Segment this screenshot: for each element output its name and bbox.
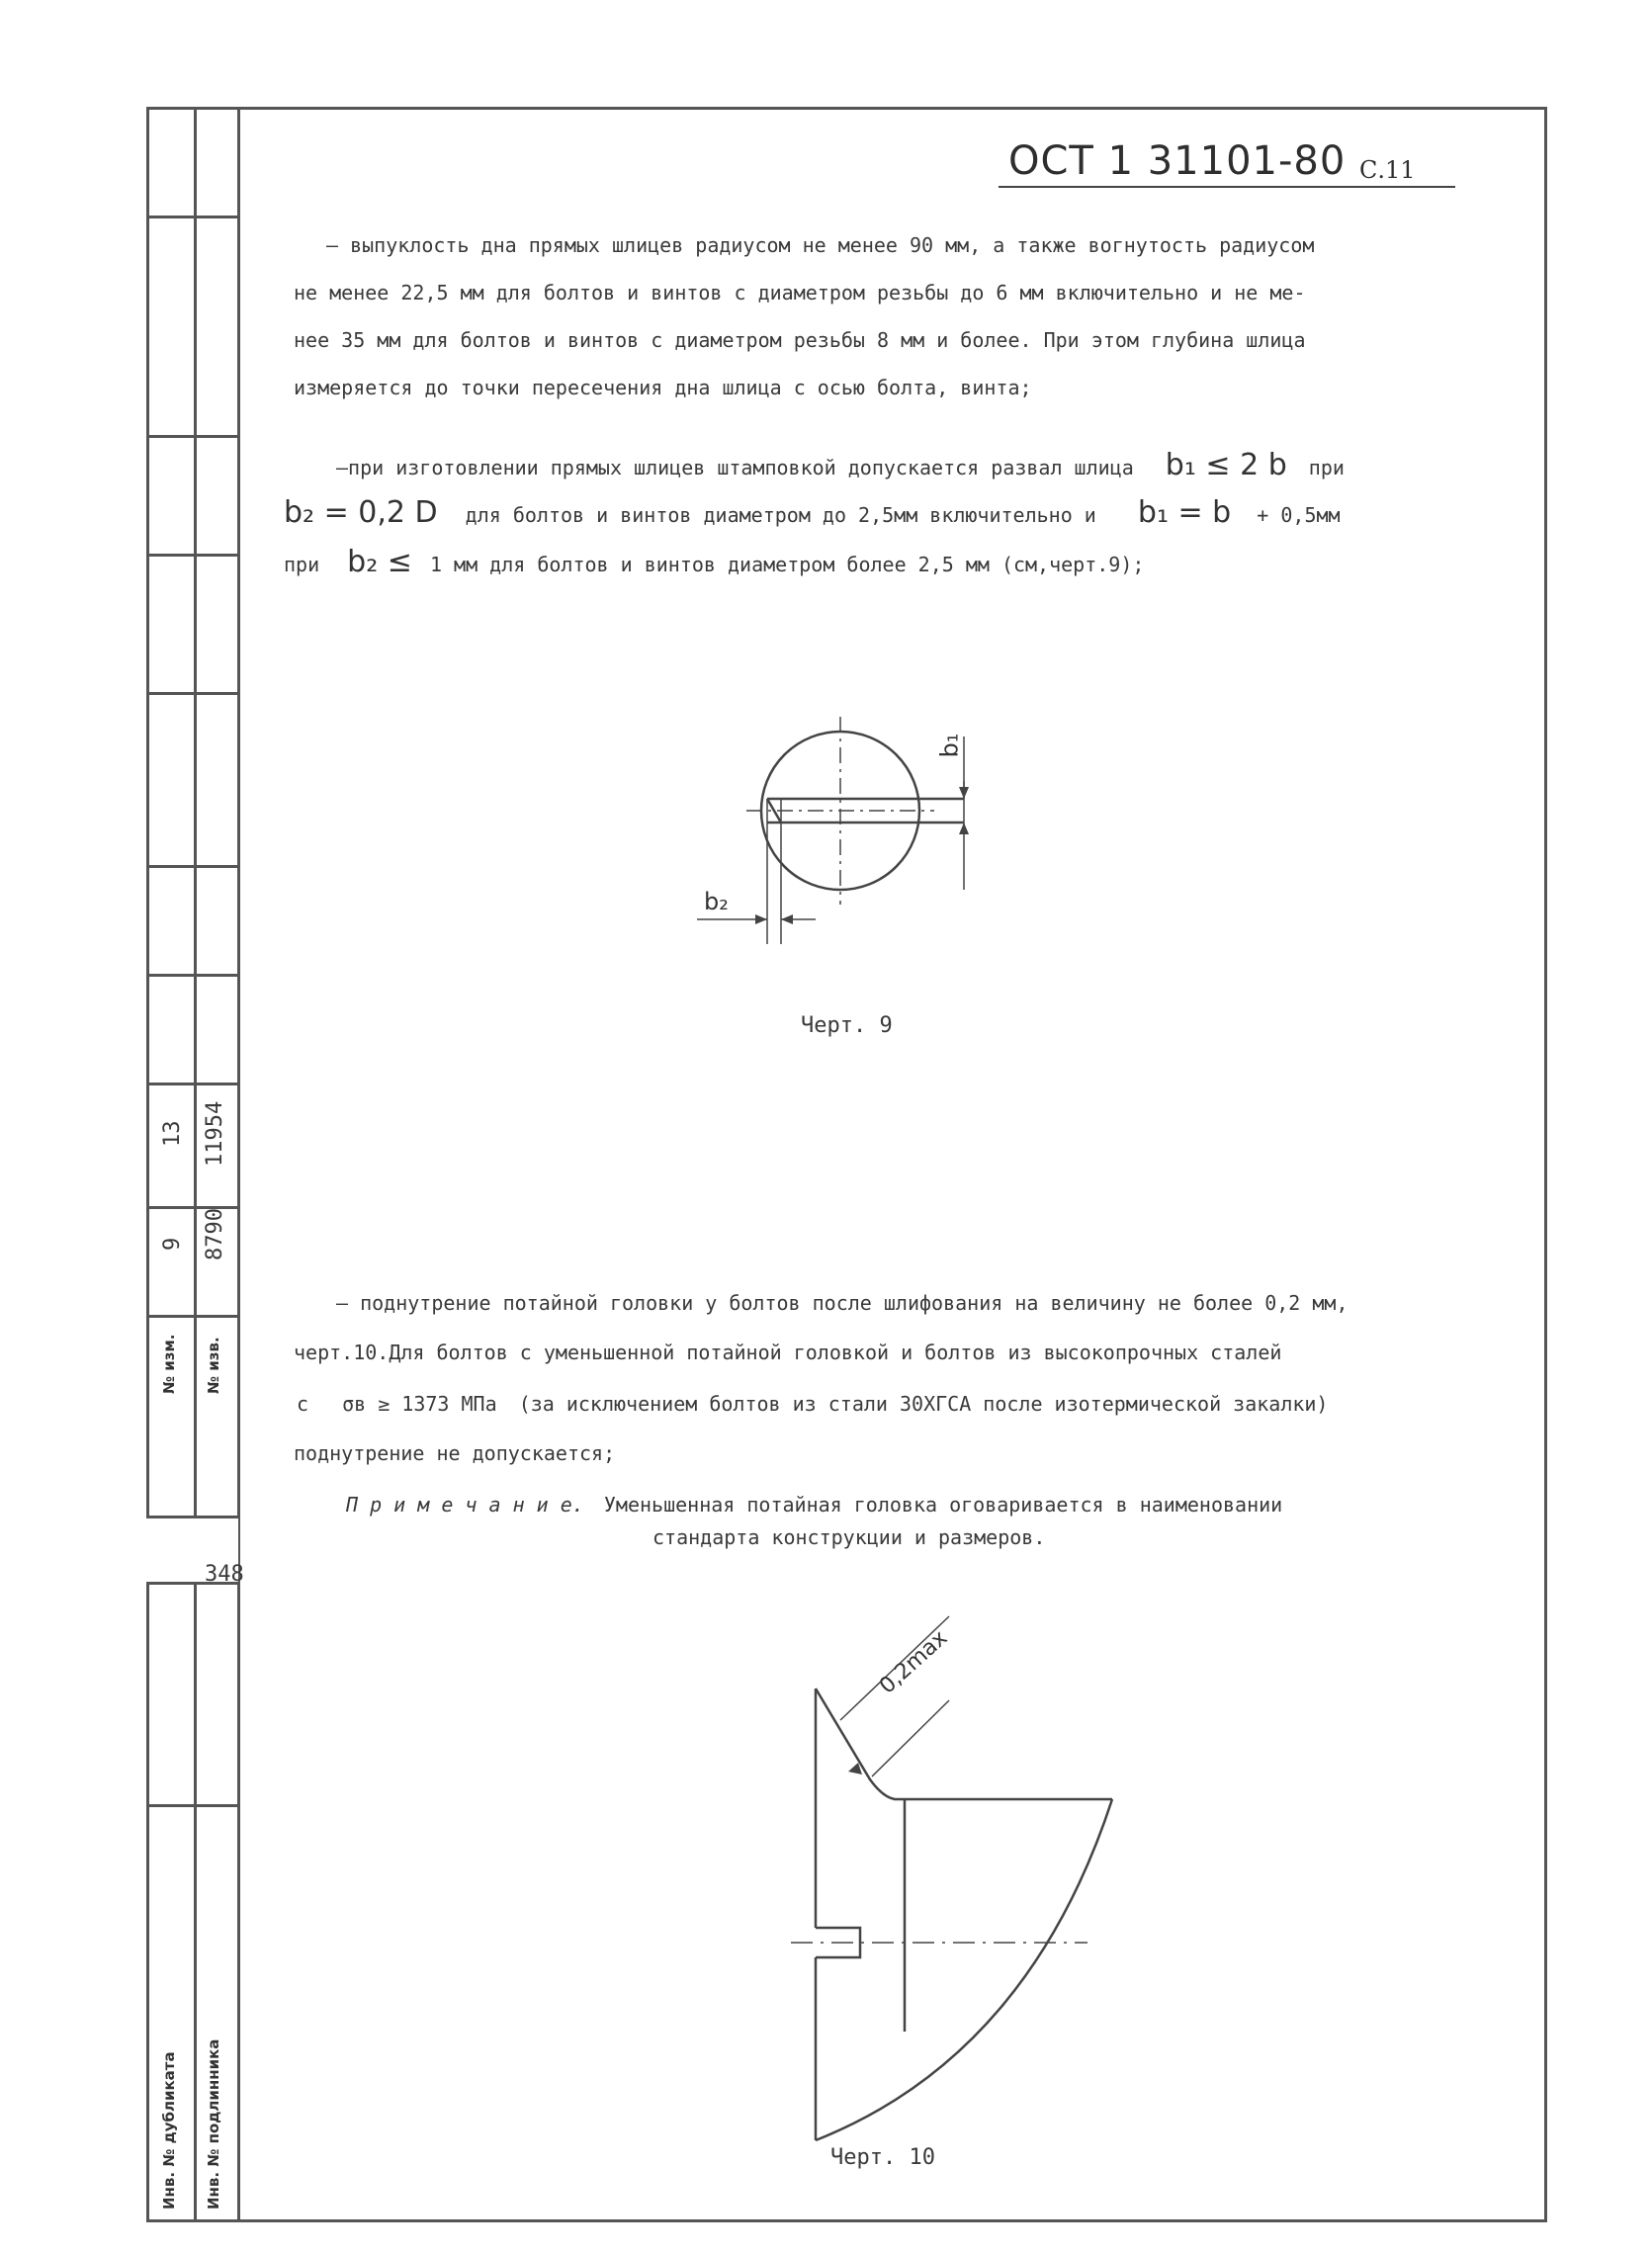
page-frame [146, 107, 1547, 2222]
page-label: С.11 [1359, 156, 1416, 184]
formula-b1-le-2b: b₁ ≤ 2 b [1165, 448, 1287, 482]
fig10-label-dim: 0,2max [875, 1625, 953, 1699]
orig-label: Инв. № подлинника [205, 2038, 222, 2210]
strip-divider-vertical [194, 107, 197, 1516]
strip-divider-main [237, 107, 240, 2222]
para2-line2-end: + 0,5мм [1257, 503, 1341, 527]
strip-row-line [146, 974, 240, 977]
izm-value-1: 9 [160, 1237, 185, 1251]
strip-number: 348 [205, 1562, 244, 1587]
para2-line3-start: при [284, 553, 320, 576]
para1-line1: – выпуклость дна прямых шлицев радиусом не менее 90 мм, а также вогнутость радиусом [326, 233, 1315, 257]
formula-b1-eq-b: b₁ = b [1137, 495, 1232, 530]
fig10-caption: Черт. 10 [830, 2145, 935, 2170]
header-underline [999, 186, 1455, 188]
para2-line3-text: 1 мм для болтов и винтов диаметром более 2,5 мм (см,черт.9); [429, 553, 1145, 576]
formula-sigma: σв ≥ 1373 МПа [342, 1392, 497, 1416]
para2-line1-end: при [1308, 456, 1345, 479]
formula-b2-eq-0-2d: b₂ = 0,2 D [284, 495, 438, 530]
para3-line2: черт.10.Для болтов с уменьшенной потайной головкой и болтов из высокопрочных сталей [294, 1341, 1282, 1364]
dup-label: Инв. № дубликата [160, 2051, 178, 2210]
strip-row-line [146, 865, 240, 868]
para3-line4: поднутрение не допускается; [294, 1441, 616, 1465]
strip-row-line [146, 1804, 240, 1807]
izv-value-2: 11954 [203, 1100, 227, 1167]
para1-line3: нее 35 мм для болтов и винтов с диаметром резьбы 8 мм и более. При этом глубина шлица [294, 328, 1306, 352]
formula-b2-le: b₂ ≤ [347, 545, 412, 579]
para3-line3 [297, 1381, 1328, 1427]
fig9-caption: Черт. 9 [801, 1013, 893, 1038]
para3-line3-start: с [297, 1392, 309, 1416]
para2-line2 [284, 490, 1341, 538]
para2-line1-text: –при изготовлении прямых шлицев штамповкой допускается развал шлица [336, 456, 1134, 479]
strip-row-line [146, 554, 240, 557]
izm-value-2: 13 [160, 1120, 185, 1147]
standard-code: ОСТ 1 31101-80 [1008, 138, 1347, 184]
note-text-1: Уменьшенная потайная головка оговаривается в наименовании [603, 1493, 1283, 1517]
para2-line3 [284, 540, 1144, 587]
fig9-label-b2: b₂ [704, 888, 729, 915]
strip-row-line [146, 1315, 240, 1318]
izm-label: № изм. [160, 1334, 178, 1394]
izv-label: № изв. [205, 1337, 222, 1394]
note-line1 [346, 1493, 1282, 1517]
para2-line2-text: для болтов и винтов диаметром до 2,5мм включительно и [465, 503, 1096, 527]
para3-line1: – поднутрение потайной головки у болтов после шлифования на величину не более 0,2 мм, [336, 1291, 1348, 1315]
strip-gap-fill-2 [194, 1518, 197, 1582]
para3-line3-text: (за исключением болтов из стали 30ХГСА после изотермической закалки) [518, 1392, 1329, 1416]
note-label: П р и м е ч а н и е. [346, 1493, 584, 1517]
fig9-label-b1: b₁ [935, 733, 964, 758]
para1-line4: измеряется до точки пересечения дна шлица с осью болта, винта; [294, 376, 1032, 399]
strip-row-line [146, 216, 240, 218]
izv-value-1: 8790 [203, 1208, 227, 1260]
strip-row-line [146, 692, 240, 695]
para2-line1 [336, 443, 1345, 490]
strip-divider-vertical-lower [194, 1582, 197, 2222]
para1-line2: не менее 22,5 мм для болтов и винтов с диаметром резьбы до 6 мм включительно и не ме- [294, 281, 1306, 304]
strip-row-line [146, 435, 240, 438]
strip-row-line [146, 1083, 240, 1085]
note-line2: стандарта конструкции и размеров. [652, 1525, 1046, 1549]
